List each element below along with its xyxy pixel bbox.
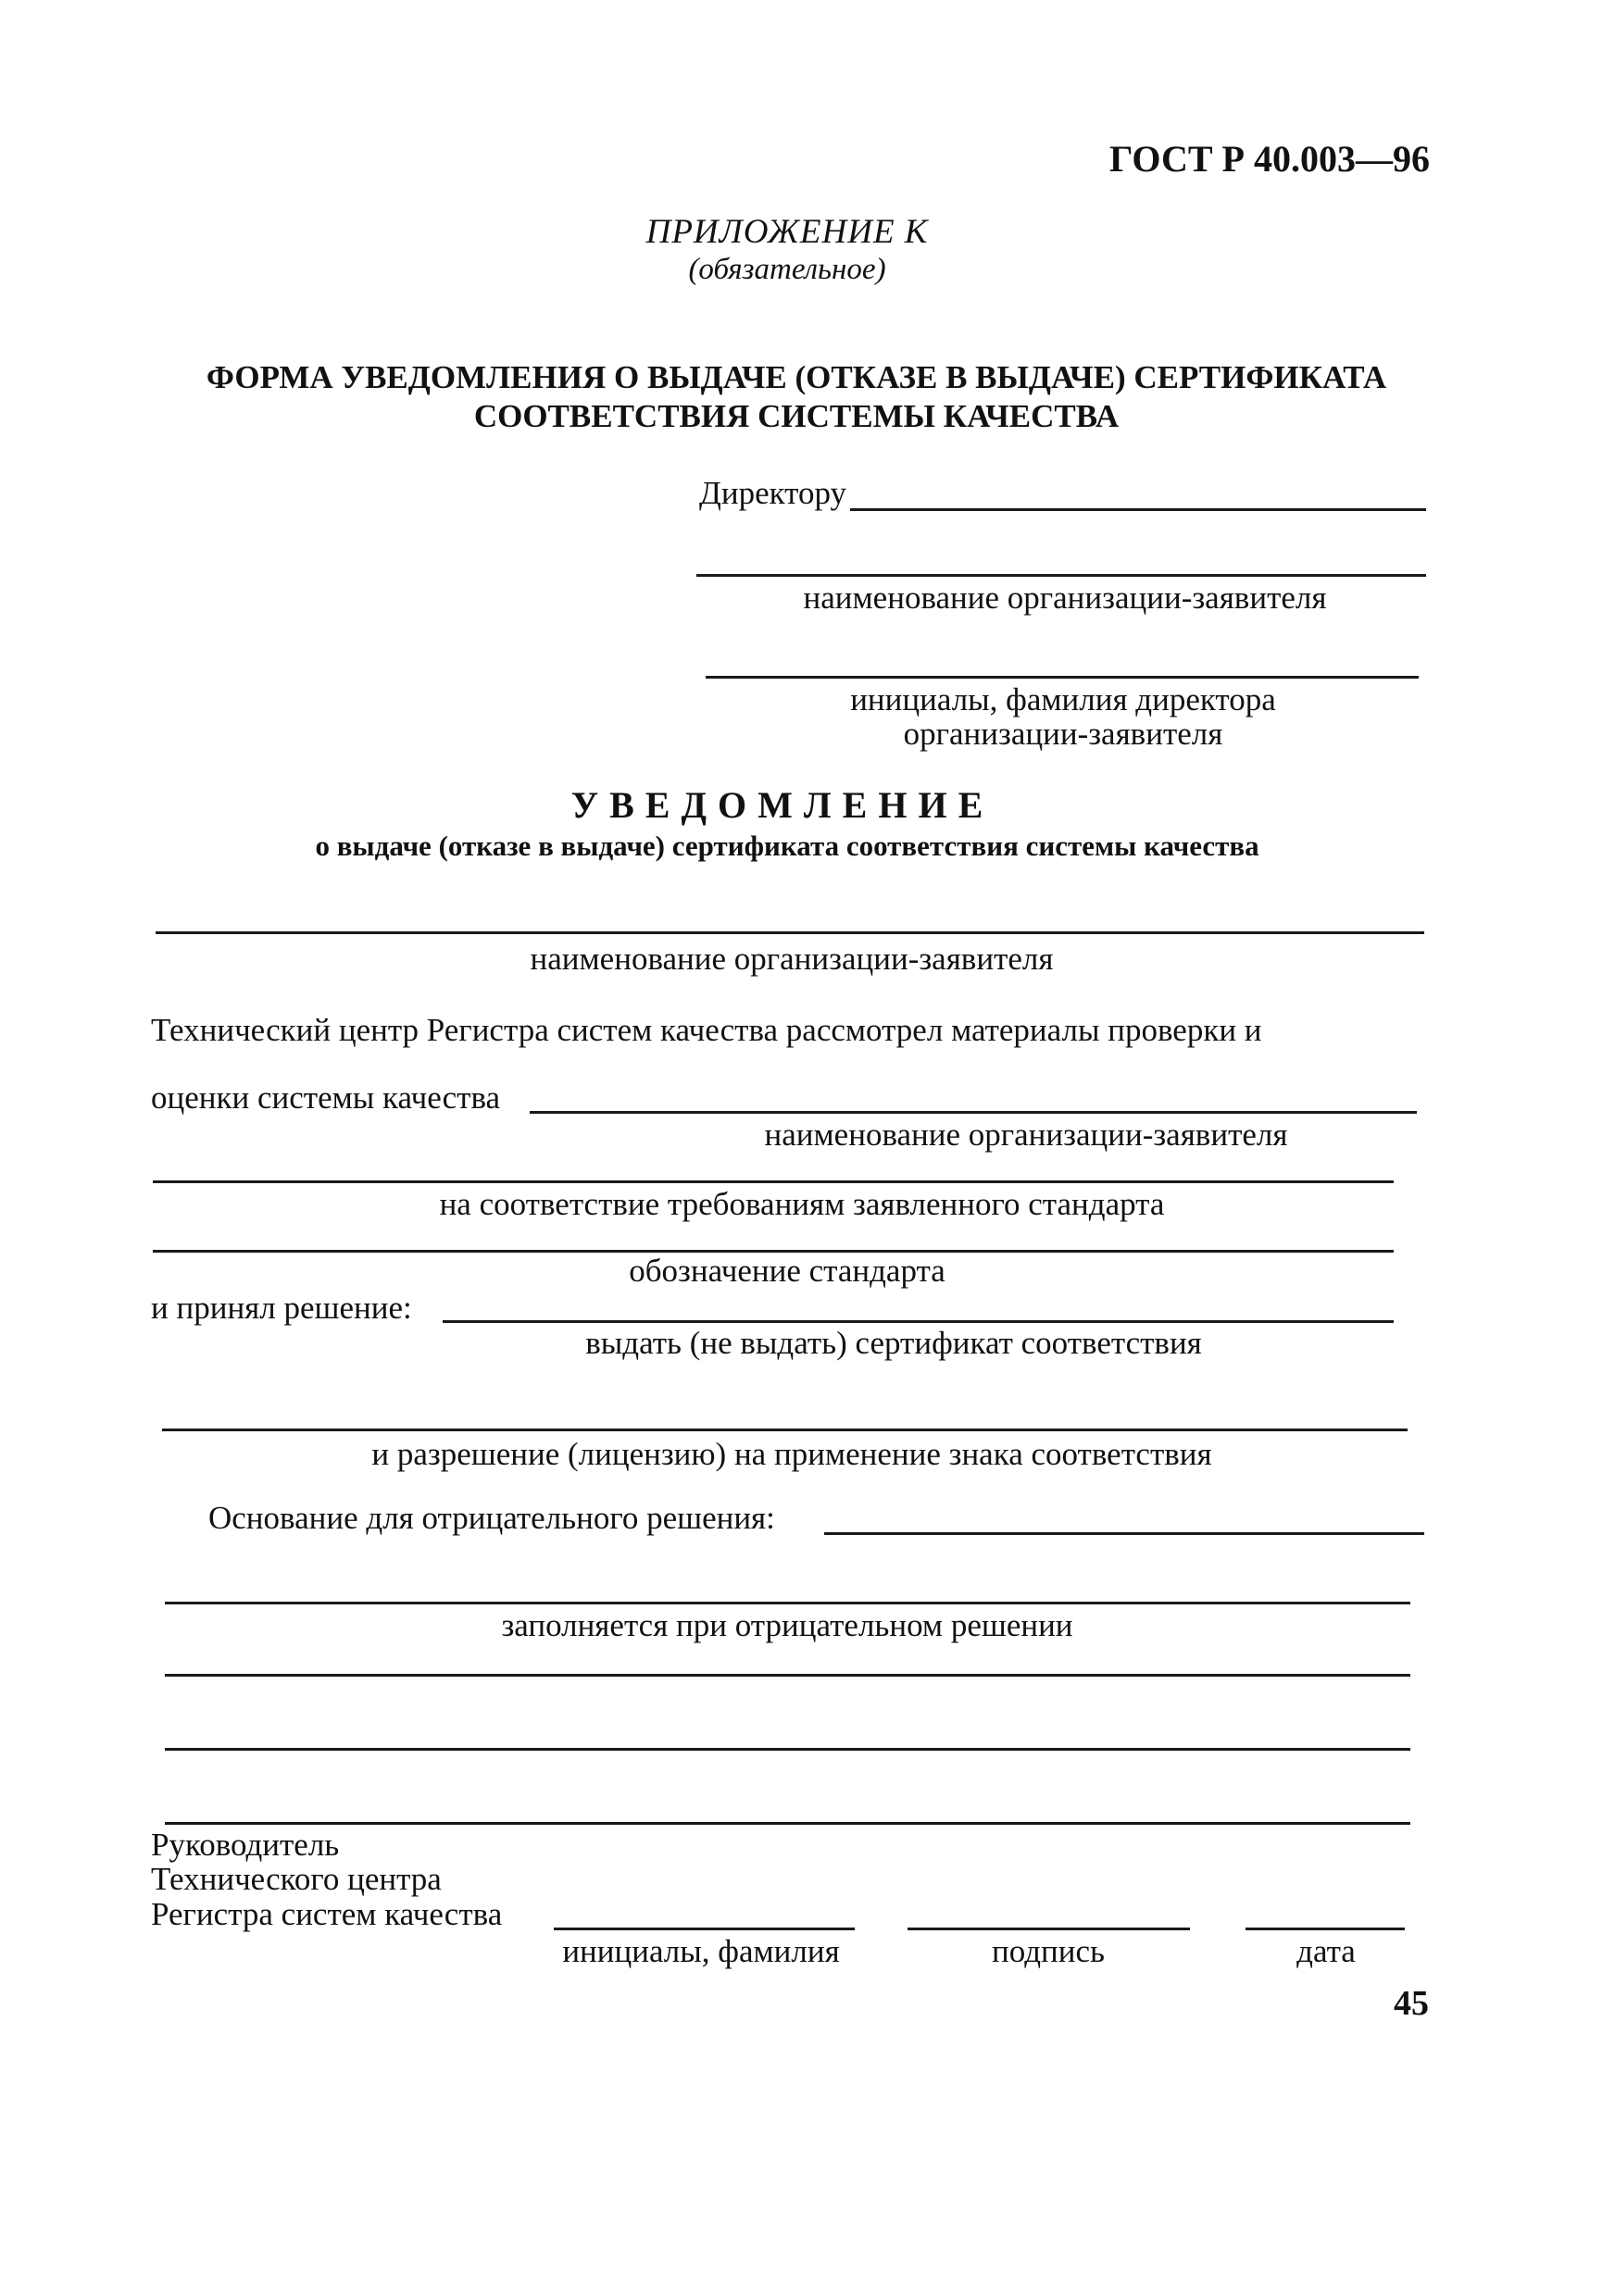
page-number: 45 [1394,1984,1429,2023]
org-name-field-line[interactable] [696,574,1426,577]
sign-caption: подпись [992,1933,1105,1969]
body-text-line2: оценки системы качества [151,1079,501,1116]
negative-reason-field-line[interactable] [824,1532,1424,1535]
signature-role-line2: Технического центра [151,1861,442,1897]
license-caption: и разрешение (лицензию) на применение знака соответствия [371,1436,1212,1472]
director-label: Директору [699,475,847,511]
decision-field-line[interactable] [443,1320,1394,1323]
name-field-line[interactable] [554,1928,855,1930]
appendix-title: ПРИЛОЖЕНИЕ К [645,213,929,251]
negative-reason-label: Основание для отрицательного решения: [208,1500,775,1536]
director-field-line[interactable] [850,508,1426,511]
notice-title: УВЕДОМЛЕНИЕ [570,784,995,826]
org-name-caption: наименование организации-заявителя [803,580,1327,616]
system-org-field-line[interactable] [530,1111,1417,1114]
appendix-note: (обязательное) [688,253,886,286]
name-caption: инициалы, фамилия [562,1933,840,1969]
system-org-caption: наименование организации-заявителя [764,1117,1288,1153]
decision-caption: выдать (не выдать) сертификат соответствия [585,1325,1202,1361]
standard-code: ГОСТ Р 40.003—96 [1108,138,1430,180]
negative-field-line-3[interactable] [165,1748,1410,1751]
signature-role-line1: Руководитель [151,1827,340,1863]
negative-field-line-2[interactable] [165,1674,1410,1677]
body-text-line1: Технический центр Регистра систем качества рассмотрел материалы проверки и [151,1012,1262,1048]
decision-label: и принял решение: [151,1290,412,1326]
sign-field-line[interactable] [908,1928,1190,1930]
notice-org-field-line[interactable] [156,931,1424,934]
negative-field-line-1[interactable] [165,1602,1410,1604]
standard-caption: обозначение стандарта [629,1253,945,1289]
conformity-caption: на соответствие требованиям заявленного стандарта [439,1186,1165,1222]
signature-role-line3: Регистра систем качества [151,1896,503,1932]
notice-org-caption: наименование организации-заявителя [530,941,1054,977]
license-field-line[interactable] [162,1429,1408,1431]
director-name-field-line[interactable] [706,676,1419,679]
form-title-line1: ФОРМА УВЕДОМЛЕНИЯ О ВЫДАЧЕ (ОТКАЗЕ В ВЫДАЧЕ) СЕРТИФИКАТА [206,359,1387,395]
negative-caption: заполняется при отрицательном решении [501,1607,1073,1643]
notice-subtitle: о выдаче (отказе в выдаче) сертификата соответствия системы качества [315,830,1259,862]
form-title-line2: СООТВЕТСТВИЯ СИСТЕМЫ КАЧЕСТВА [473,398,1120,434]
date-caption: дата [1296,1933,1356,1969]
date-field-line[interactable] [1246,1928,1405,1930]
negative-field-line-4[interactable] [165,1822,1410,1825]
director-caption-line2: организации-заявителя [903,716,1223,752]
director-caption-line1: инициалы, фамилия директора [850,681,1276,718]
conformity-field-line[interactable] [153,1180,1394,1183]
